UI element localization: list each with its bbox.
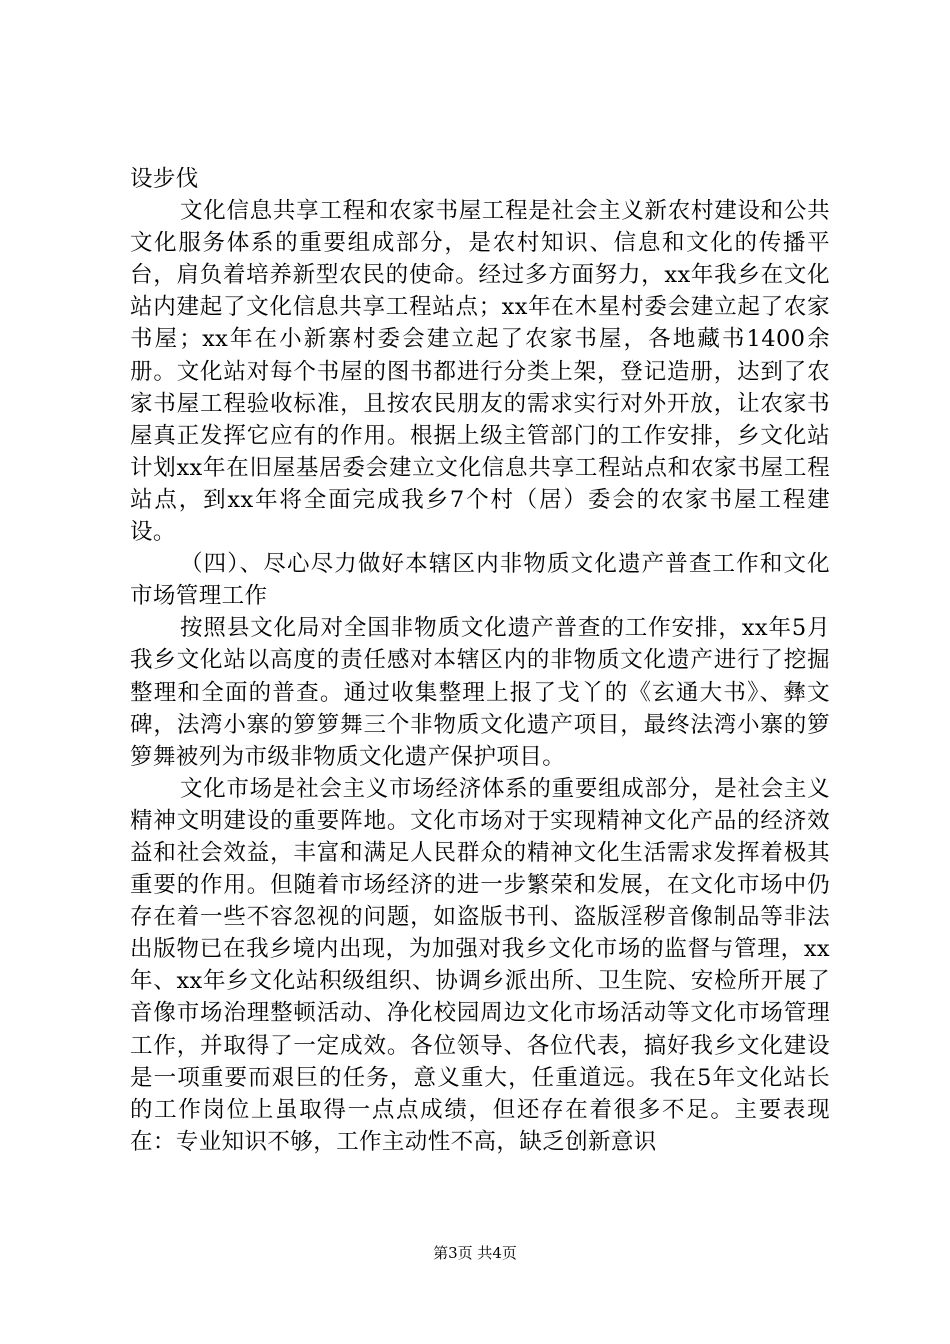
section-heading-four: （四）、尽心尽力做好本辖区内非物质文化遗产普查工作和文化市场管理工作 [130, 551, 830, 610]
page-number-footer: 第3页 共4页 [433, 1244, 517, 1262]
paragraph-heritage-survey: 按照县文化局对全国非物质文化遗产普查的工作安排，xx年5月我乡文化站以高度的责任感对本辖区内的非物质文化遗产进行了挖掘整理和全面的普查。通过收集整理上报了戈丫的《玄通大书》、彝文碑，法湾小寨的箩箩舞三个非物质文化遗产项目，最终法湾小寨的箩箩舞被列为市级非物质文化遗产保护项目。 [130, 615, 830, 770]
paragraph-information-sharing: 文化信息共享工程和农家书屋工程是社会主义新农村建设和公共文化服务体系的重要组成部分，是农村知识、信息和文化的传播平台，肩负着培养新型农民的使命。经过多方面努力，xx年我乡在文化站内建起了文化信息共享工程站点；xx年在木星村委会建立起了农家书屋；xx年在小新寨村委会建立起了农家书屋，各地藏书1400余册。文化站对每个书屋的图书都进行分类上架，登记造册，达到了农家书屋工程验收标准，且按农民朋友的需求实行对外开放，让农家书屋真正发挥它应有的作用。根据上级主管部门的工作安排，乡文化站计划xx年在旧屋基居委会建立文化信息共享工程站点和农家书屋工程站点，到xx年将全面完成我乡7个村（居）委会的农家书屋工程建设。 [130, 198, 830, 546]
paragraph-continuation: 设步伐 [130, 166, 199, 192]
document-body [130, 163, 830, 1158]
paragraph-cultural-market: 文化市场是社会主义市场经济体系的重要组成部分，是社会主义精神文明建设的重要阵地。文化市场对于实现精神文化产品的经济效益和社会效益，丰富和满足人民群众的精神文化生活需求发挥着极其重要的作用。但随着市场经济的进一步繁荣和发展，在文化市场中仍存在着一些不容忽视的问题，如盗版书刊、盗版淫秽音像制品等非法出版物已在我乡境内出现，为加强对我乡文化市场的监督与管理，xx年、xx年乡文化站积级组织、协调乡派出所、卫生院、安检所开展了音像市场治理整顿活动、净化校园周边文化市场活动等文化市场管理工作，并取得了一定成效。各位领导、各位代表，搞好我乡文化建设是一项重要而艰巨的任务，意义重大，任重道远。我在5年文化站长的工作岗位上虽取得一点点成绩，但还存在着很多不足。主要表现在：专业知识不够，工作主动性不高，缺乏创新意识 [130, 775, 830, 1155]
